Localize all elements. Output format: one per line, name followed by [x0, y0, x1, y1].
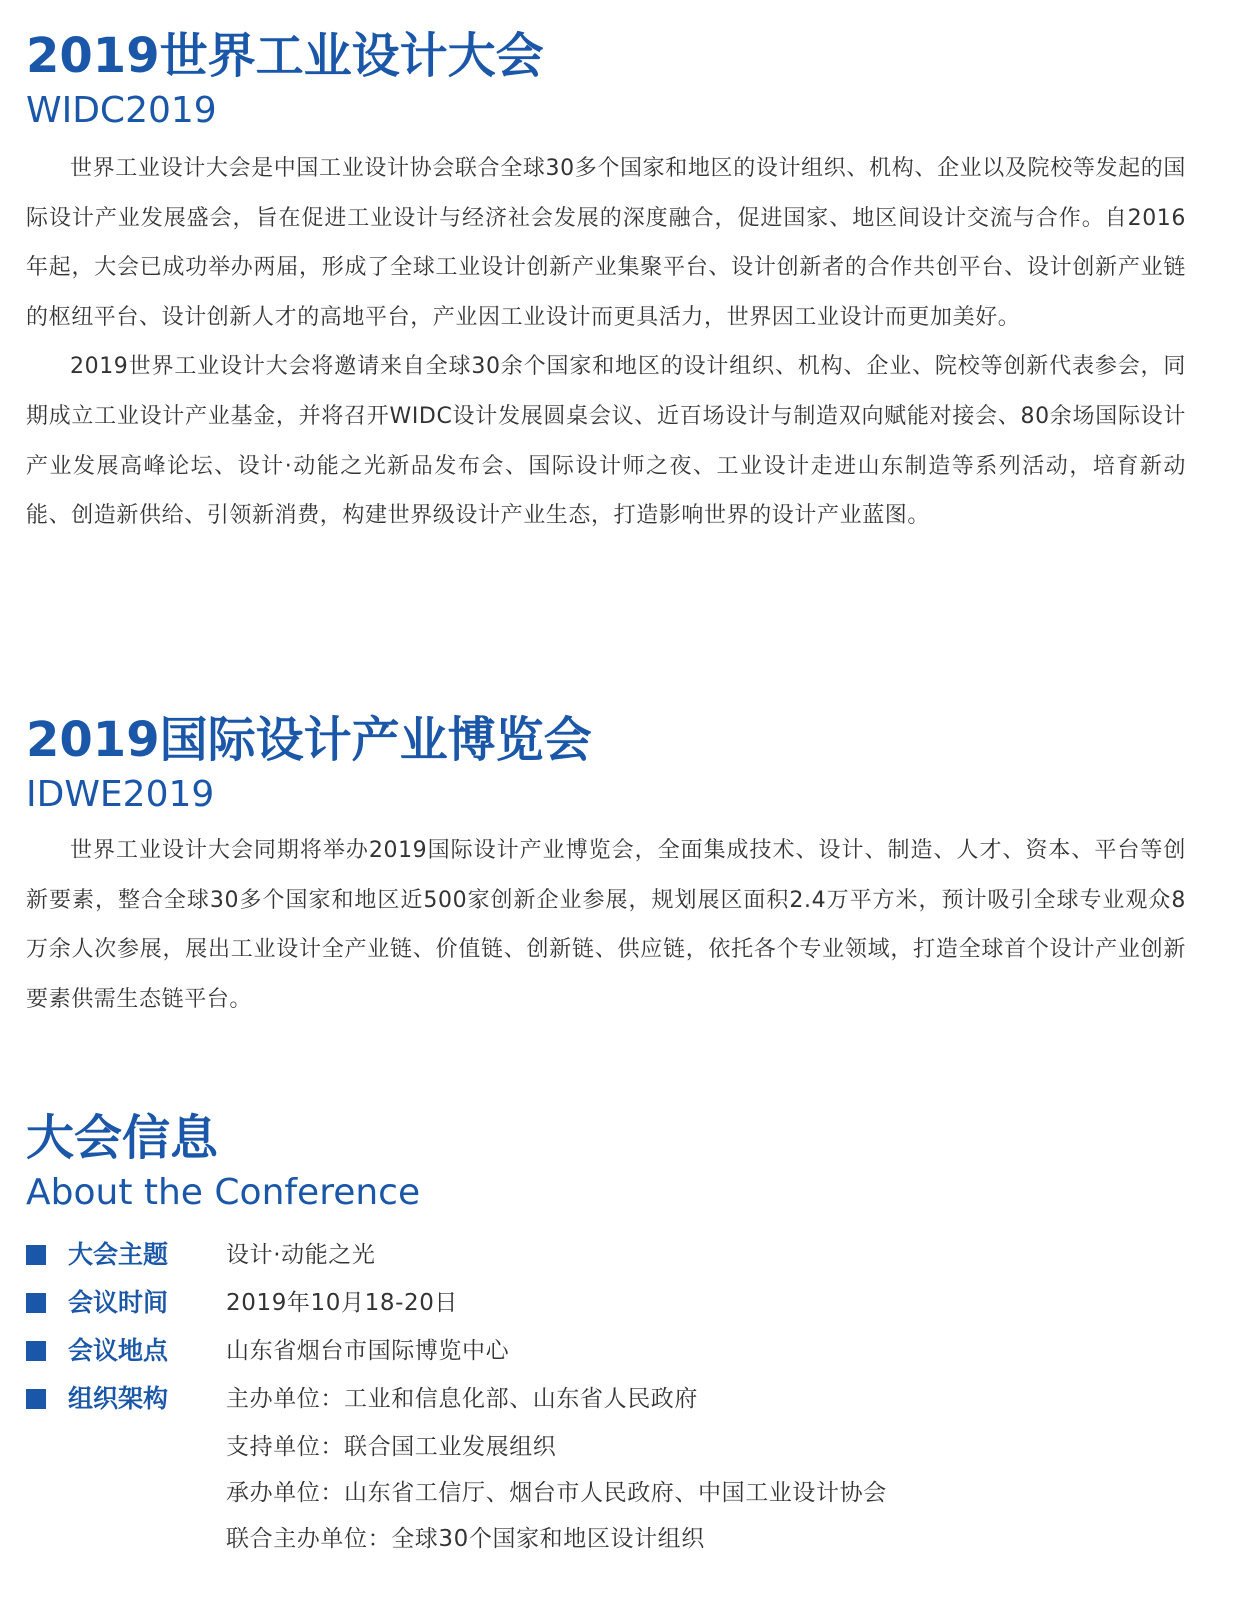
widc-section [26, 24, 1186, 541]
info-value: 2019年10月18-20日 [226, 1290, 459, 1316]
info-label: 会议时间 [68, 1288, 169, 1317]
info-value: 设计·动能之光 [226, 1242, 376, 1268]
square-bullet-icon [26, 1293, 46, 1313]
info-value: 支持单位：联合国工业发展组织 [226, 1434, 557, 1460]
widc-body [26, 144, 1186, 541]
widc-title: 2019世界工业设计大会 [26, 28, 544, 84]
info-label: 组织架构 [68, 1384, 169, 1413]
square-bullet-icon [26, 1341, 46, 1361]
conference-info-section [26, 1106, 1186, 1564]
info-subtitle: About the Conference [26, 1172, 421, 1213]
info-value: 联合主办单位：全球30个国家和地区设计组织 [226, 1526, 705, 1552]
info-item-time [26, 1282, 1186, 1330]
idwe-subtitle: IDWE2019 [26, 774, 215, 815]
idwe-body [26, 826, 1186, 1024]
info-list [26, 1234, 1186, 1564]
info-value: 山东省烟台市国际博览中心 [226, 1338, 510, 1364]
info-item-organization [26, 1378, 1186, 1426]
widc-paragraph-2: 2019世界工业设计大会将邀请来自全球30余个国家和地区的设计组织、机构、企业、院校等创新代表参会，同期成立工业设计产业基金，并将召开WIDC设计发展圆桌会议、近百场设计与制造双向赋能对接会、80余场国际设计产业发展高峰论坛、设计·动能之光新品发布会、国际设计师之夜、工业设计走进山东制造等系列活动，培育新动能、创造新供给、引领新消费，构建世界级设计产业生态，打造影响世界的设计产业蓝图。 [26, 354, 1186, 529]
info-value: 承办单位：山东省工信厅、烟台市人民政府、中国工业设计协会 [226, 1480, 887, 1506]
info-item-organization-extra [26, 1426, 1186, 1472]
info-value: 主办单位：工业和信息化部、山东省人民政府 [226, 1386, 698, 1412]
info-label: 会议地点 [68, 1336, 169, 1365]
idwe-paragraph-1: 世界工业设计大会同期将举办2019国际设计产业博览会，全面集成技术、设计、制造、人才、资本、平台等创新要素，整合全球30多个国家和地区近500家创新企业参展，规划展区面积2.4万平方米，预计吸引全球专业观众8万余人次参展，展出工业设计全产业链、价值链、创新链、供应链，依托各个专业领域，打造全球首个设计产业创新要素供需生态链平台。 [26, 838, 1186, 1012]
widc-paragraph-1: 世界工业设计大会是中国工业设计协会联合全球30多个国家和地区的设计组织、机构、企业以及院校等发起的国际设计产业发展盛会，旨在促进工业设计与经济社会发展的深度融合，促进国家、地区间设计交流与合作。自2016年起，大会已成功举办两届，形成了全球工业设计创新产业集聚平台、设计创新者的合作共创平台、设计创新产业链的枢纽平台、设计创新人才的高地平台，产业因工业设计而更具活力，世界因工业设计而更加美好。 [26, 156, 1186, 330]
idwe-section [26, 708, 1186, 1024]
square-bullet-icon [26, 1389, 46, 1409]
info-item-organization-extra [26, 1518, 1186, 1564]
widc-subtitle: WIDC2019 [26, 90, 217, 131]
info-label: 大会主题 [68, 1240, 169, 1269]
info-item-venue [26, 1330, 1186, 1378]
square-bullet-icon [26, 1245, 46, 1265]
info-title: 大会信息 [26, 1110, 219, 1166]
info-item-organization-extra [26, 1472, 1186, 1518]
info-item-theme [26, 1234, 1186, 1282]
idwe-title: 2019国际设计产业博览会 [26, 712, 592, 768]
